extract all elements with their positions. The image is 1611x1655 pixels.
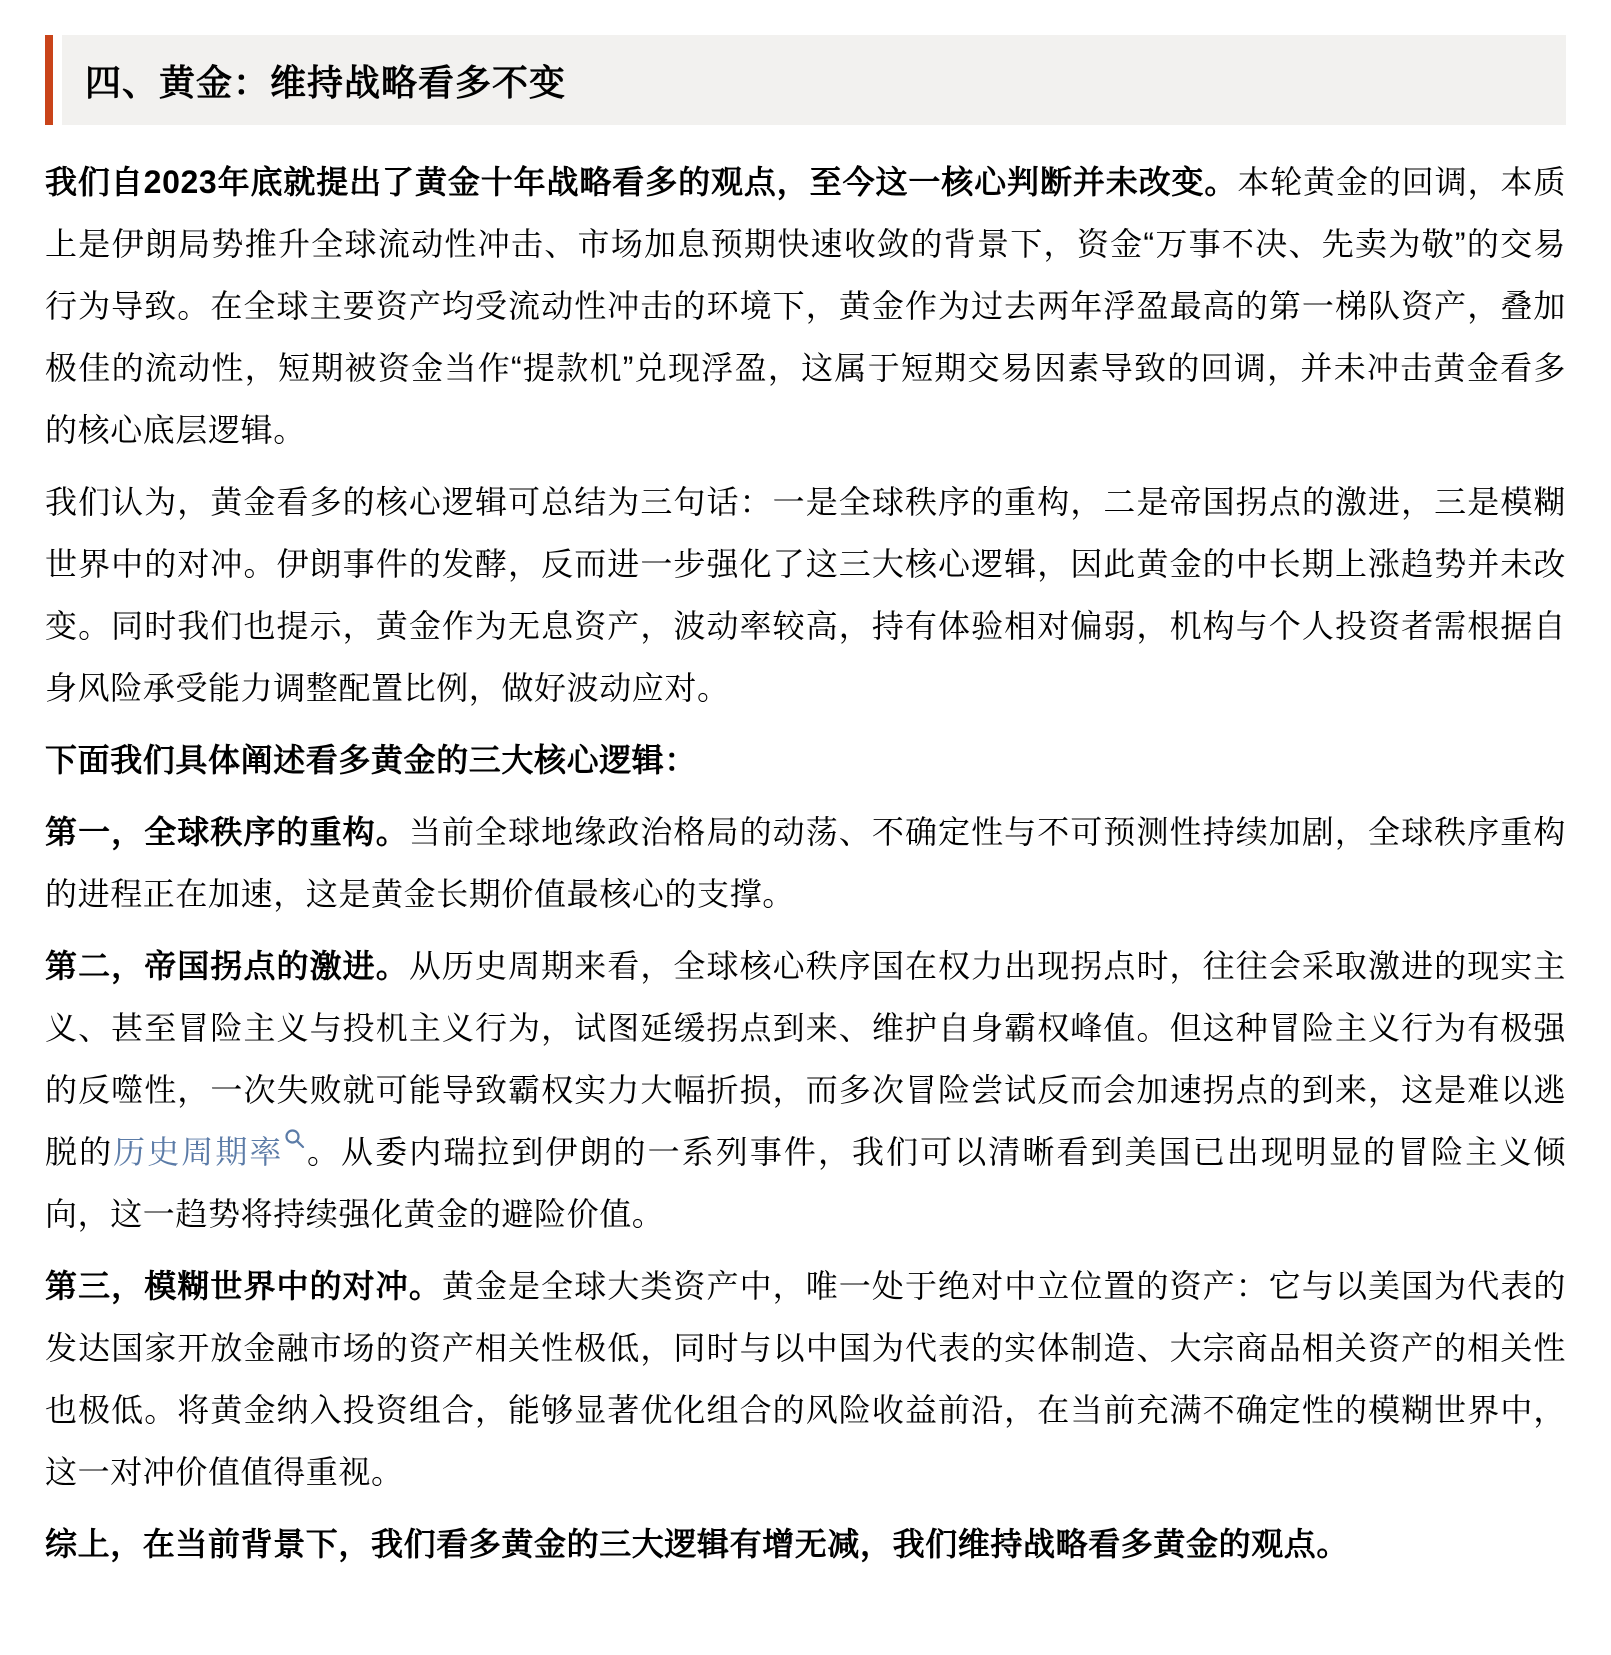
paragraph-5 [45,935,1566,1245]
bold-text-segment: 我们自2023年底就提出了黄金十年战略看多的观点，至今这一核心判断并未改变。 [45,164,1238,200]
bold-text-segment: 第二，帝国拐点的激进。 [45,948,409,984]
bold-text-segment: 综上，在当前背景下，我们看多黄金的三大逻辑有增无减，我们维持战略看多黄金的观点。 [45,1526,1350,1562]
paragraph-4 [45,801,1566,925]
article [0,35,1611,1575]
text-segment: 从历史周期来看，全球核心秩序国在权力出现拐点时，往往会采取激进的现实主义、甚至冒险主义与投机主义行为，试图延缓拐点到来、维护自身霸权峰值。但这种冒险主义行为有极强的反噬性，一次失败就可能导致霸权实力大幅折损，而多次冒险尝试反而会加速拐点的到来，这是难以逃脱的 [45,948,1566,1170]
paragraph-3 [45,729,1566,791]
accent-bar [45,35,53,125]
search-icon[interactable] [284,1128,305,1149]
paragraph-1 [45,151,1566,461]
section-title: 四、黄金：维持战略看多不变 [85,61,567,103]
text-segment: 黄金是全球大类资产中，唯一处于绝对中立位置的资产：它与以美国为代表的发达国家开放金融市场的资产相关性极低，同时与以中国为代表的实体制造、大宗商品相关资产的相关性也极低。将黄金纳入投资组合，能够显著优化组合的风险收益前沿，在当前充满不确定性的模糊世界中，这一对冲价值值得重视。 [45,1268,1566,1490]
heading-gap [53,35,62,125]
heading-box [62,35,1566,125]
bold-text-segment: 第一，全球秩序的重构。 [45,814,409,850]
bold-text-segment: 第三，模糊世界中的对冲。 [45,1268,442,1304]
paragraph-2 [45,471,1566,719]
paragraph-6 [45,1255,1566,1503]
text-segment: 我们认为，黄金看多的核心逻辑可总结为三句话：一是全球秩序的重构，二是帝国拐点的激进，三是模糊世界中的对冲。伊朗事件的发酵，反而进一步强化了这三大核心逻辑，因此黄金的中长期上涨趋势并未改变。同时我们也提示，黄金作为无息资产，波动率较高，持有体验相对偏弱，机构与个人投资者需根据自身风险承受能力调整配置比例，做好波动应对。 [45,484,1566,706]
inline-entity-link[interactable]: 历史周期率 [113,1134,305,1170]
bold-text-segment: 下面我们具体阐述看多黄金的三大核心逻辑： [45,742,698,778]
text-segment: 本轮黄金的回调，本质上是伊朗局势推升全球流动性冲击、市场加息预期快速收敛的背景下，资金“万事不决、先卖为敬”的交易行为导致。在全球主要资产均受流动性冲击的环境下，黄金作为过去两年浮盈最高的第一梯队资产，叠加极佳的流动性，短期被资金当作“提款机”兑现浮盈，这属于短期交易因素导致的回调，并未冲击黄金看多的核心底层逻辑。 [45,164,1566,448]
text-segment: 当前全球地缘政治格局的动荡、不确定性与不可预测性持续加剧，全球秩序重构的进程正在加速，这是黄金长期价值最核心的支撑。 [45,814,1566,912]
section-heading [45,35,1566,125]
text-segment: 。从委内瑞拉到伊朗的一系列事件，我们可以清晰看到美国已出现明显的冒险主义倾向，这一趋势将持续强化黄金的避险价值。 [45,1134,1566,1232]
paragraph-7 [45,1513,1566,1575]
article-body [45,151,1566,1575]
